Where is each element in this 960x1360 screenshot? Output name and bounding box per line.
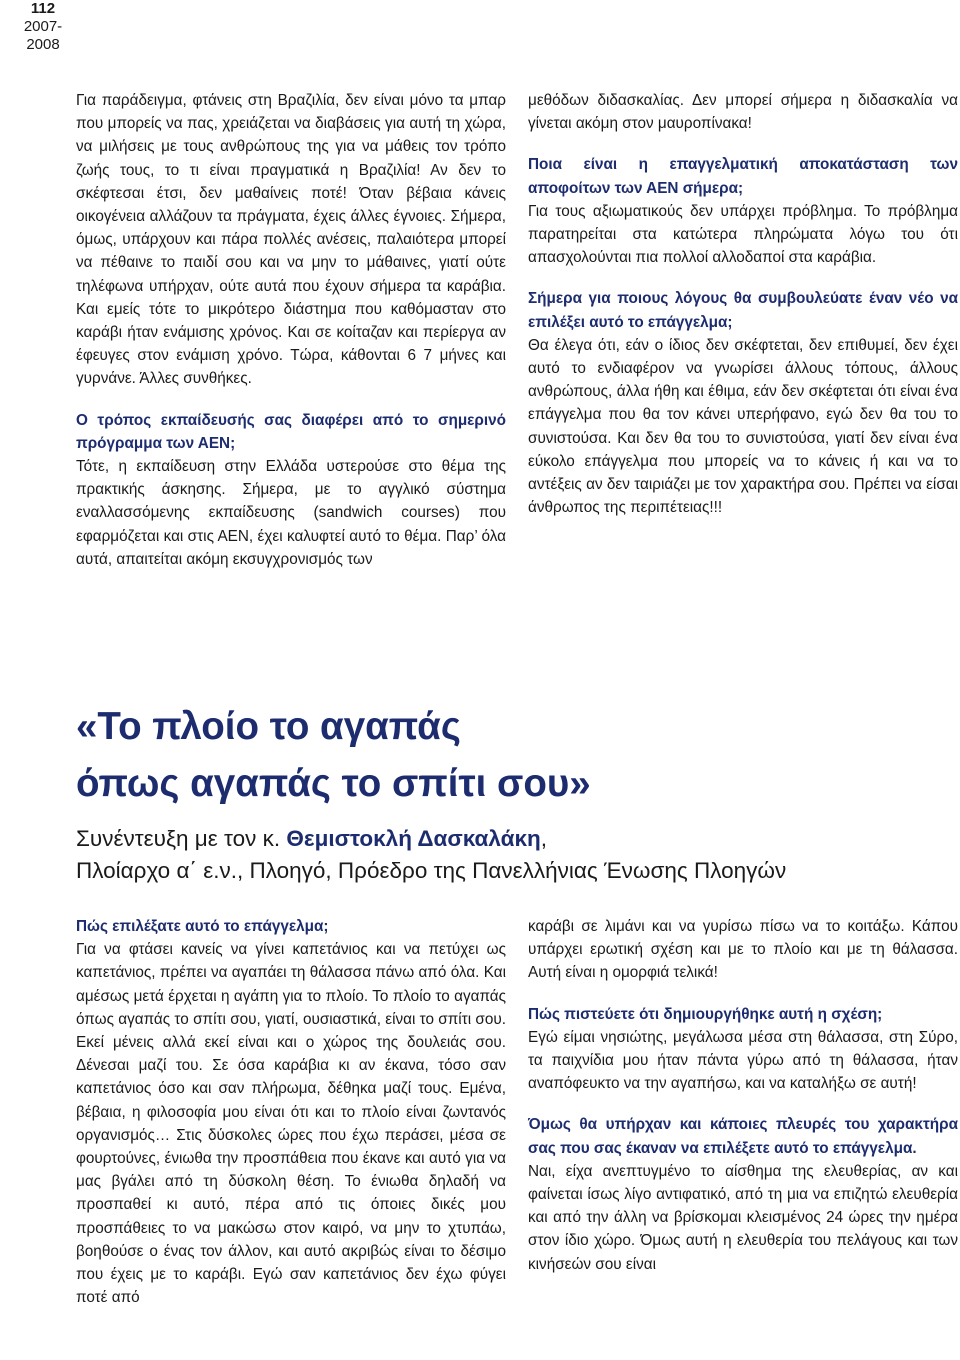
interview-answer: Εγώ είμαι νησιώτης, μεγάλωσα μέσα στη θάλασσα, στη Σύρο, τα παιχνίδια μου ήταν πάντα γύρω από τη θάλασσα, ήταν αναπόφευκτο να την αγαπήσω, και να καταλήξω σε αυτή! (528, 1028, 958, 1093)
subhead-line-1 (76, 823, 936, 855)
article-headline (76, 698, 936, 812)
interview-question: Πώς πιστεύετε ότι δημιουργήθηκε αυτή η σχέση; (528, 1005, 883, 1023)
paragraph: μεθόδων διδασκαλίας. Δεν μπορεί σήμερα η διδασκαλία να γίνεται ακόμη στον μαυροπίνακα! (528, 92, 958, 133)
interview-question: Πώς επιλέξατε αυτό το επάγγελμα; (76, 918, 329, 935)
paragraph: καράβι σε λιμάνι και να γυρίσω πίσω να το κοιτάξω. Κάπου υπάρχει ερωτική σχέση και με το πλοίο και με τη θάλασσα. Αυτή είναι η ομορφιά τελικά! (528, 918, 958, 982)
interview-answer: Θα έλεγα ότι, εάν ο ίδιος δεν σκέφτεται, δεν επιθυμεί, δεν έχει αυτό το ενδιαφέρον να γνωρίσει άλλους τόπους, άλλους ανθρώπους, άλλα ήθη και έθιμα, εάν δεν σκέφτεται ότι είναι ένα επάγγελμα που θα τον κάνει υπερήφανο, εγώ δεν θα του το συνιστούσα. Και δεν θα του το συνιστούσα, γιατί δεν είναι ένα εύκολο επάγγελμα που μπορείς να το κάνεις ή και να το αντέξεις αν δεν ταιριάζει με τον χαρακτήρα σου. Πρέπει να είσαι άνθρωπος της περιπέτειας!!! (528, 336, 958, 517)
column-bottom-left (76, 915, 506, 1309)
column-top-right (528, 89, 958, 519)
page-years: 2007-2008 (23, 18, 63, 53)
interview-question: Ο τρόπος εκπαίδευσής σας διαφέρει από το σημερινό πρόγραμμα των ΑΕΝ; (76, 411, 506, 452)
paragraph: Για παράδειγμα, φτάνεις στη Βραζιλία, δεν είναι μόνο τα μπαρ που μπορείς να πας, χρειάζεται να διαβάσεις για αυτή τη χώρα, να μιλήσεις με τους ανθρώπους της για να μάθεις τον τρόπο ζωής τους, το τι είναι πραγματικά η Βραζιλία! Αν δεν το σκέφτεσαι έτσι, δεν μαθαίνεις ποτέ! Όταν βέβαια κάνεις οικογένεια αλλάζουν τα πράγματα, έχεις άλλες έγνοιες. Σήμερα, όμως, υπάρχουν και πάρα πολλές ανέσεις, παλαιότερα μπορεί να πέθαινε το παιδί σου και να μην το μάθαινες, γιατί ούτε τηλέφωνα υπήρχαν, ούτε αυτά που έχουν σήμερα τα καράβια. Και εμείς τότε το μικρότερο διάστημα που καθόμασταν στο καράβι ήταν ενάμισης χρόνος. Και σε κοίταζαν και περίεργα αν έφευγες στον ενάμιση χρόνο. Τώρα, κάθονται 6 7 μήνες και γυρνάνε. Άλλες συνθήκες. (76, 92, 506, 388)
interview-answer: Ναι, είχα ανεπτυγμένο το αίσθημα της ελευθερίας, αν και φαίνεται ίσως λίγο αντιφατικό, από τη μια να επιζητώ ελευθερία και από την άλλη να βρίσκομαι κλεισμένος 24 ώρες την ημέρα στον ίδιο χώρο. Όμως αυτή η ελευθερία του πελάγους και των κινήσεών σου είναι (528, 1162, 958, 1273)
interview-answer: Τότε, η εκπαίδευση στην Ελλάδα υστερούσε στο θέμα της πρακτικής άσκησης. Σήμερα, με το αγγλικό σύστημα εναλλασσόμενης εκπαίδευσης (sandwich courses) που εφαρμόζεται και στις ΑΕΝ, έχει καλυφτεί αυτό το θέμα. Παρ’ όλα αυτά, απαιτείται ακόμη εκσυγχρονισμός των (76, 458, 506, 568)
subhead-line-2: Πλοίαρχο α΄ ε.ν., Πλοηγό, Πρόεδρο της Πανελλήνιας Ένωσης Πλοηγών (76, 858, 787, 883)
interviewee-name: Θεμιστοκλή Δασκαλάκη (286, 826, 541, 851)
article-subheadline (76, 823, 936, 887)
page-number-block (8, 0, 78, 54)
interview-question: Σήμερα για ποιους λόγους θα συμβουλεύατε έναν νέο να επιλέξει αυτό το επάγγελμα; (528, 290, 958, 331)
interview-question: Ποια είναι η επαγγελματική αποκατάσταση των αποφοίτων των ΑΕΝ σήμερα; (528, 156, 958, 197)
column-bottom-right (528, 915, 958, 1276)
interview-answer: Για τους αξιωματικούς δεν υπάρχει πρόβλημα. Το πρόβλημα παρατηρείται στα κατώτερα πληρώματα λόγω του ότι απασχολούνται πια πολλοί αλλοδαποί στα καράβια. (528, 202, 958, 267)
interview-question: Όμως θα υπήρχαν και κάποιες πλευρές του χαρακτήρα σας που σας έκαναν να επιλέξετε αυτό το επάγγελμα. (528, 1116, 958, 1157)
subhead-prefix: Συνέντευξη με τον κ. (76, 826, 287, 851)
page-number: 112 (30, 0, 56, 17)
interview-answer: Για να φτάσει κανείς να γίνει καπετάνιος και να πετύχει ως καπετάνιος, πρέπει να αγαπάει τη θάλασσα πάνω από όλα. Και αμέσως μετά έρχεται η αγάπη για το πλοίο. Το πλοίο το αγαπάς όπως αγαπάς το σπίτι σου, γιατί, ουσιαστικά, είναι το σπίτι σου. Εκεί μένεις αλλά εκεί είναι και ο χώρος της δουλειάς σου. Δένεσαι μαζί του. Σε όσα καράβια κι αν έκανα, τόσο σαν καπετάνιος όσο και σαν πλήρωμα, δέθηκα μαζί τους. Εμένα, βέβαια, η φιλοσοφία μου είναι ότι και το πλοίο είναι ζωντανός οργανισμός… Στις δύσκολες ώρες που έχω περάσει, μέσα σε φουρτούνες, ένιωθα την προσπάθεια που έκανε και αυτό για να μας βγάλει από τη δύσκολη θέση. Το ένιωθα δηλαδή να προσπαθεί κι αυτό, πέρα από τις όποιες δικές μου προσπάθειες το να μακώσω στον καιρό, να μην το χτυπάω, βοηθούσε ο ένας τον άλλον, και αυτό ακριβώς είναι το δέσιμο που έχεις με το καράβι. Εγώ σαν καπετάνιος δεν έχω φύγει ποτέ από (76, 941, 506, 1307)
column-top-left (76, 89, 506, 571)
subhead-comma: , (540, 826, 548, 851)
headline-line-1: «Το πλοίο το αγαπάς (76, 705, 461, 748)
headline-line-2: όπως αγαπάς το σπίτι σου» (76, 762, 591, 805)
